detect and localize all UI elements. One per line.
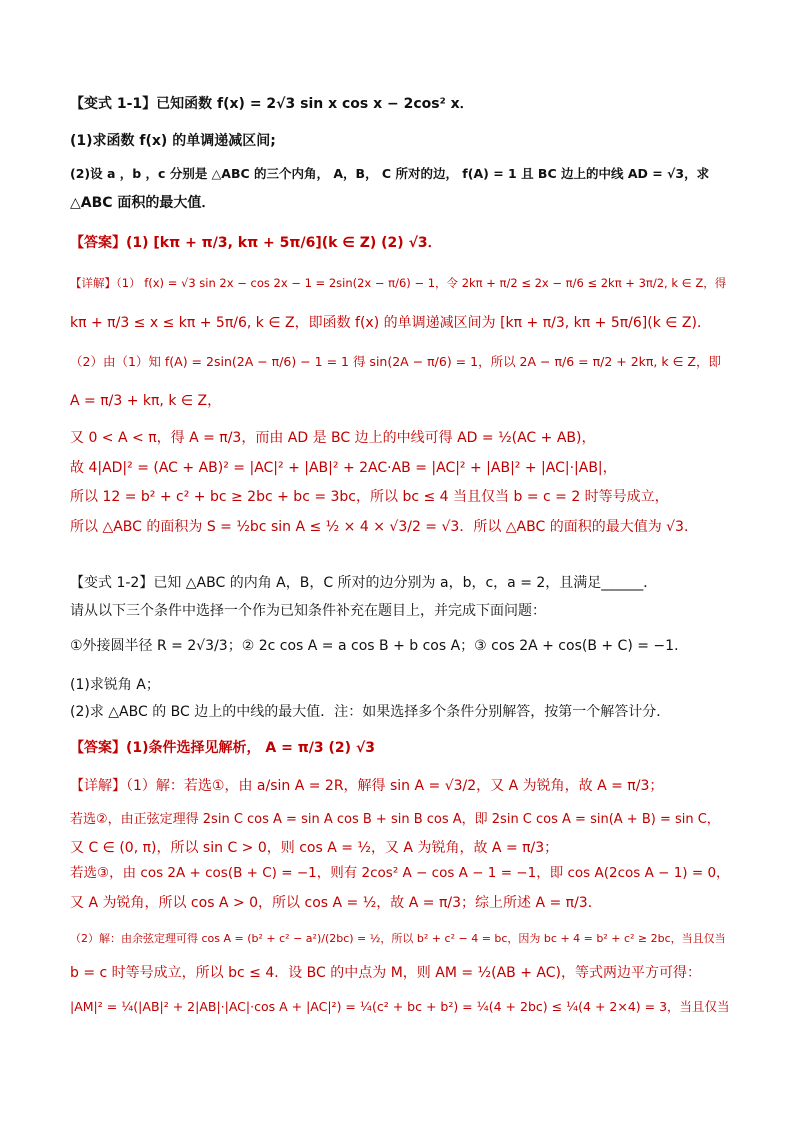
problem2-title: 【变式 1-2】已知 △ABC 的内角 A，B，C 所对的边分别为 a，b，c，a = 2，且满足______．	[70, 575, 658, 591]
problem1-detail-line: 所以 △ABC 的面积为 S = ½bc sin A ≤ ½ × 4 × √3/2 = √3．所以 △ABC 的面积的最大值为 √3．	[70, 519, 698, 535]
problem1-detail-line: A = π/3 + kπ, k ∈ Z，	[70, 393, 222, 409]
problem2-detail-line: |AM|² = ¼(|AB|² + 2|AB|·|AC|·cos A + |AC|²) = ¼(c² + bc + b²) = ¼(4 + 2bc) ≤ ¼(4 + 2×4) = 3，当且仅当	[70, 999, 730, 1014]
problem1-answer: 【答案】(1) [kπ + π/3, kπ + 5π/6](k ∈ Z) (2) √3．	[70, 235, 442, 251]
problem1-title: 【变式 1-1】已知函数 f(x) = 2√3 sin x cos x − 2cos² x．	[70, 96, 474, 112]
problem2-conditions: ①外接圆半径 R = 2√3/3；② 2c cos A = a cos B + b cos A；③ cos 2A + cos(B + C) = −1．	[70, 638, 689, 654]
problem1-detail-line: kπ + π/3 ≤ x ≤ kπ + 5π/6, k ∈ Z，即函数 f(x) 的单调递减区间为 [kπ + π/3, kπ + 5π/6](k ∈ Z)．	[70, 315, 711, 331]
problem2-detail-line: b = c 时等号成立，所以 bc ≤ 4．设 BC 的中点为 M，则 AM = ½(AB + AC)，等式两边平方可得：	[70, 965, 701, 981]
problem1-detail-line: 所以 12 = b² + c² + bc ≥ 2bc + bc = 3bc，所以 bc ≤ 4 当且仅当 b = c = 2 时等号成立，	[70, 489, 669, 505]
problem2-question-2: (2)求 △ABC 的 BC 边上的中线的最大值．注：如果选择多个条件分别解答，按第一个解答计分．	[70, 704, 671, 720]
problem2-detail-line: 若选②，由正弦定理得 2sin C cos A = sin A cos B + sin B cos A，即 2sin C cos A = sin(A + B) = sin C，	[70, 812, 720, 827]
problem1-detail-line: （2）由（1）知 f(A) = 2sin(2A − π/6) − 1 = 1 得 sin(2A − π/6) = 1，所以 2A − π/6 = π/2 + 2kπ, k ∈ Z，即	[70, 354, 721, 369]
problem2-detail-line: 若选③，由 cos 2A + cos(B + C) = −1，则有 2cos² A − cos A − 1 = −1，即 cos A(2cos A − 1) = 0，	[70, 865, 730, 881]
problem2-answer: 【答案】(1)条件选择见解析， A = π/3 (2) √3	[70, 740, 376, 756]
problem2-detail-line: 【详解】（1）解：若选①，由 a/sin A = 2R，解得 sin A = √3/2，又 A 为锐角，故 A = π/3；	[70, 778, 664, 794]
problem2-instruction: 请从以下三个条件中选择一个作为已知条件补充在题目上，并完成下面问题：	[70, 603, 546, 619]
problem1-question-1: (1)求函数 f(x) 的单调递减区间;	[70, 133, 276, 149]
problem1-detail-line: 【详解】（1） f(x) = √3 sin 2x − cos 2x − 1 = 2sin(2x − π/6) − 1，令 2kπ + π/2 ≤ 2x − π/6 ≤ 2kπ + 3π/2, k ∈ Z，得	[70, 276, 727, 290]
problem1-detail-line: 故 4|AD|² = (AC + AB)² = |AC|² + |AB|² + 2AC·AB = |AC|² + |AB|² + |AC|·|AB|，	[70, 460, 617, 476]
problem1-question-2-line1: (2)设 a ，b ，c 分别是 △ABC 的三个内角， A，B， C 所对的边， f(A) = 1 且 BC 边上的中线 AD = √3，求	[70, 166, 710, 181]
problem2-question-1: (1)求锐角 A；	[70, 677, 160, 693]
problem2-detail-line: 又 A 为锐角，所以 cos A > 0，所以 cos A = ½，故 A = π/3；综上所述 A = π/3．	[70, 895, 602, 911]
problem1-detail-line: 又 0 < A < π，得 A = π/3，而由 AD 是 BC 边上的中线可得 AD = ½(AC + AB)，	[70, 430, 596, 446]
problem1-question-2-line2: △ABC 面积的最大值．	[70, 195, 216, 211]
problem2-detail-line: 又 C ∈ (0, π)，所以 sin C > 0，则 cos A = ½，又 A 为锐角，故 A = π/3；	[70, 840, 559, 856]
problem2-detail-line: （2）解：由余弦定理可得 cos A = (b² + c² − a²)/(2bc) = ½，所以 b² + c² − 4 = bc，因为 bc + 4 = b² + c² ≥ 2bc，当且仅当	[70, 932, 726, 945]
